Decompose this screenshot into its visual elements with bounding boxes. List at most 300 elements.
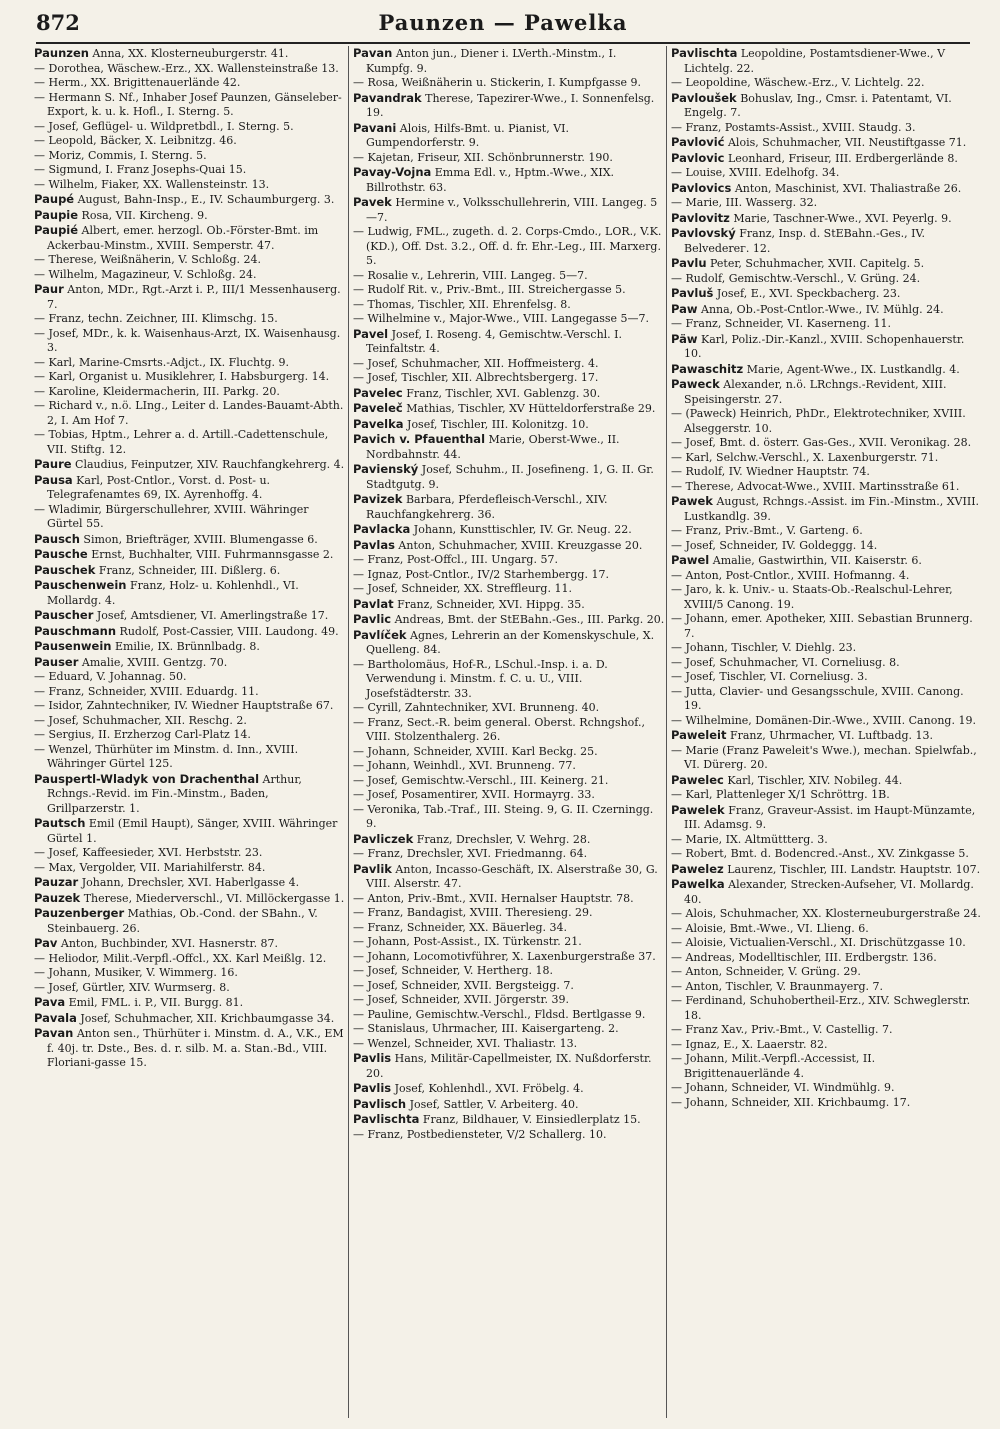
entry-surname: Pavay-Vojna [353, 165, 432, 179]
entry-text: — Johann, Weinhdl., XVI. Brunneng. 77. [353, 759, 576, 772]
entry-surname: Pavlisch [353, 1096, 407, 1111]
entry-surname: Pawelez [671, 861, 724, 876]
entry-text: — Josef, Schneider, XVII. Bergsteigg. 7. [353, 978, 574, 992]
directory-entry [671, 166, 983, 181]
entry-text: — Johann, Schneider, XII. Krichbaumg. 17. [671, 1095, 911, 1109]
directory-entry [353, 46, 665, 76]
directory-entry [671, 936, 983, 951]
entry-surname: Paw [671, 301, 698, 316]
entry-text: Franz, Schneider, III. Dißlerg. 6. [95, 563, 281, 577]
directory-entry [34, 952, 346, 967]
entry-text: — Karl, Selchw.-Verschl., X. Laxenburgerstr. 71. [671, 450, 939, 464]
directory-entry [353, 1097, 665, 1113]
entry-text: — Josef, MDr., k. k. Waisenhaus-Arzt, IX. Waisenhausg. 3. [34, 326, 341, 354]
entry-text: — Marie, III. Wasserg. 32. [671, 196, 818, 209]
entry-surname: Pavluš [671, 286, 714, 300]
directory-entry [34, 714, 346, 729]
directory-entry [671, 211, 983, 227]
entry-surname: Pavizek [353, 492, 403, 506]
directory-entry [353, 628, 665, 658]
directory-entry [353, 847, 665, 862]
entry-text: — Johann, emer. Apotheker, XIII. Sebastian Brunnerg. 7. [671, 612, 973, 640]
directory-entry [34, 532, 346, 548]
directory-entry [353, 1051, 665, 1081]
directory-entry [671, 317, 983, 332]
directory-entry [353, 1022, 665, 1037]
entry-text: — (Paweck) Heinrich, PhDr., Elektrotechniker, XVIII. Alseggerstr. 10. [671, 407, 966, 435]
entry-surname: Pauzek [34, 890, 81, 905]
entry-text: — Wilhelmine, Domänen-Dir.-Wwe., XVIII. Canong. 19. [671, 713, 976, 727]
entry-text: Emil (Emil Haupt), Sänger, XVIII. Währinger Gürtel 1. [47, 817, 338, 845]
page-header [36, 10, 970, 38]
entry-text: — Karl, Marine-Cmsrts.-Adjct., IX. Fluchtg. 9. [34, 355, 290, 369]
entry-text: — Hermann S. Nf., Inhaber Josef Paunzen, Gänseleber-Export, k. u. k. Hofl., I. Sterng. 5. [34, 90, 342, 118]
entry-text: Josef, Amtsdiener, VI. Amerlingstraße 17. [93, 609, 329, 622]
directory-entry [671, 994, 983, 1023]
directory-entry [671, 135, 983, 151]
entry-surname: Pawelec [671, 772, 724, 787]
entry-text: — Wladimir, Bürgerschullehrer, XVIII. Währinger Gürtel 55. [34, 502, 309, 530]
entry-surname: Pavala [34, 1010, 77, 1025]
entry-text: — Josef, Schuhmacher, XII. Reschg. 2. [34, 713, 247, 727]
entry-surname: Pauschmann [34, 623, 117, 638]
directory-entry [671, 714, 983, 729]
directory-entry [671, 362, 983, 378]
directory-entry [353, 371, 665, 386]
entry-text: Franz, Holz- u. Kohlenhdl., VI. Mollardg. 4. [47, 579, 299, 607]
entry-text: Franz, Uhrmacher, VI. Luftbadg. 13. [726, 729, 934, 742]
directory-entry [671, 302, 983, 318]
entry-text: — Franz Xav., Priv.-Bmt., V. Castellig. 7. [671, 1023, 893, 1036]
entry-text: Albert, emer. herzogl. Ob.-Förster-Bmt. im Ackerbau-Minstm., XVIII. Semperstr. 47. [47, 224, 319, 252]
entry-text: — Anton, Priv.-Bmt., XVII. Hernalser Hauptstr. 78. [353, 891, 634, 905]
entry-text: — Karoline, Kleidermacherin, III. Parkg. 20. [34, 384, 280, 398]
directory-entry [34, 62, 346, 77]
entry-text: — Anton, Post-Cntlor., XVIII. Hofmanng. 4. [671, 568, 910, 582]
directory-entry [671, 583, 983, 612]
directory-entry [671, 1081, 983, 1096]
directory-entry [671, 1052, 983, 1081]
column-1 [34, 46, 346, 1418]
directory-entry [353, 597, 665, 613]
entry-text: Anton, Incasso-Geschäft, IX. Alserstraße 30, G. VIII. Alserstr. 47. [366, 862, 658, 890]
entry-text: Anna, Ob.-Post-Cntlor.-Wwe., IV. Mühlg. 24. [697, 302, 944, 316]
directory-entry [671, 46, 983, 76]
entry-surname: Pavlischta [353, 1112, 420, 1126]
entry-text: — Franz, Postbediensteter, V/2 Schallerg. 10. [353, 1127, 607, 1141]
entry-text: — Karl, Plattenleger X/1 Schröttrg. 1B. [671, 788, 890, 801]
entry-text: — Pauline, Gemischtw.-Verschl., Fldsd. Bertlgasse 9. [353, 1007, 646, 1021]
directory-entry [34, 149, 346, 164]
entry-text: Emilie, IX. Brünnlbadg. 8. [111, 640, 260, 653]
entry-text: Leopoldine, Postamtsdiener-Wwe., V Lichtelg. 22. [684, 47, 946, 75]
entry-text: — Josef, Gürtler, XIV. Wurmserg. 8. [34, 980, 230, 994]
directory-entry [671, 465, 983, 480]
entry-text: — Sigmund, I. Franz Josephs-Quai 15. [34, 163, 247, 176]
entry-text: Emil, FML. i. P., VII. Burgg. 81. [65, 996, 244, 1009]
entry-text: Amalie, Gastwirthin, VII. Kaiserstr. 6. [709, 554, 922, 567]
entry-surname: Pavlović [671, 135, 725, 149]
directory-entry [671, 436, 983, 451]
entry-text: August, Rchngs.-Assist. im Fin.-Minstm., XVIII. Lustkandlg. 39. [684, 495, 980, 523]
directory-entry [34, 178, 346, 193]
entry-text: Karl, Post-Cntlor., Vorst. d. Post- u. Telegrafenamtes 69, IX. Ayrenhoffg. 4. [47, 473, 271, 501]
directory-entry [34, 192, 346, 208]
entry-text: Mathias, Ob.-Cond. der SBahn., V. Steinbauerg. 26. [47, 907, 318, 935]
entry-text: — Leopoldine, Wäschew.-Erz., V. Lichtelg. 22. [671, 76, 925, 89]
entry-text: — Richard v., n.ö. LIng., Leiter d. Landes-Bauamt-Abth. 2, I. Am Hof 7. [34, 399, 344, 427]
directory-entry [671, 847, 983, 862]
entry-text: — Ignaz, E., X. Laaerstr. 82. [671, 1037, 828, 1051]
entry-surname: Pauser [34, 654, 79, 669]
directory-entry [671, 728, 983, 744]
entry-surname: Pavelka [353, 416, 404, 431]
directory-entry [353, 612, 665, 628]
entry-text: — Andreas, Modelltischler, III. Erdbergstr. 136. [671, 950, 937, 964]
entry-text: — Leopold, Bäcker, X. Leibnitzg. 46. [34, 134, 237, 147]
directory-entry [34, 772, 346, 817]
directory-entry [353, 658, 665, 702]
directory-entry [671, 907, 983, 922]
directory-entry [34, 1011, 346, 1027]
entry-text: — Karl, Organist u. Musiklehrer, I. Habsburgerg. 14. [34, 370, 330, 383]
entry-text: Marie, Taschner-Wwe., XVI. Peyerlg. 9. [729, 211, 952, 225]
directory-entry [353, 298, 665, 313]
entry-text: Marie, Agent-Wwe., IX. Lustkandlg. 4. [743, 362, 960, 376]
directory-entry [34, 624, 346, 640]
directory-entry [34, 995, 346, 1011]
entry-text: Anna, XX. Klosterneuburgerstr. 41. [88, 47, 289, 60]
directory-entry [34, 861, 346, 876]
entry-surname: Paunzen [34, 46, 89, 60]
directory-entry [34, 891, 346, 907]
directory-entry [353, 538, 665, 554]
entry-surname: Pavlovic [671, 150, 725, 165]
entry-text: — Anton, Tischler, V. Braunmayerg. 7. [671, 979, 884, 993]
entry-text: — Stanislaus, Uhrmacher, III. Kaisergarteng. 2. [353, 1022, 619, 1035]
directory-entry [34, 936, 346, 952]
entry-text: — Jutta, Clavier- und Gesangsschule, XVIII. Canong. 19. [671, 684, 964, 712]
entry-text: — Aloisie, Victualien-Verschl., XI. Drischützgasse 10. [671, 936, 966, 949]
entry-text: Josef, I. Roseng. 4, Gemischtw.-Verschl. I. Teinfaltstr. 4. [366, 327, 623, 355]
entry-text: Rudolf, Post-Cassier, VIII. Laudong. 49. [116, 624, 339, 638]
entry-surname: Paupé [34, 192, 75, 206]
directory-entry [671, 539, 983, 554]
directory-entry [353, 745, 665, 760]
entry-text: Bohuslav, Ing., Cmsr. i. Patentamt, VI. Engelg. 7. [684, 91, 952, 119]
directory-entry [671, 862, 983, 878]
entry-text: Hermine v., Volksschullehrerin, VIII. Langeg. 5—7. [366, 196, 658, 224]
entry-text: Therese, Miederverschl., VI. Millöckergasse 1. [80, 891, 345, 905]
entry-text: Anton, MDr., Rgt.-Arzt i. P., III/1 Messenhauserg. 7. [47, 283, 341, 311]
directory-entry [353, 462, 665, 492]
directory-entry [34, 385, 346, 400]
entry-surname: Pavlíček [353, 627, 407, 642]
entry-text: Josef, Kohlenhdl., XVI. Fröbelg. 4. [391, 1082, 584, 1095]
directory-entry [34, 91, 346, 120]
directory-entry [353, 701, 665, 716]
entry-text: Peter, Schuhmacher, XVII. Capitelg. 5. [706, 257, 925, 270]
directory-entry [671, 744, 983, 773]
directory-entry [353, 432, 665, 462]
directory-entry [353, 759, 665, 774]
entry-text: — Josef, Schuhmacher, VI. Corneliusg. 8. [671, 655, 900, 669]
directory-entry [34, 639, 346, 655]
directory-entry [34, 46, 346, 62]
entry-surname: Pauschek [34, 562, 96, 577]
entry-text: Anton, Maschinist, XVI. Thaliastraße 26. [731, 181, 962, 195]
directory-entry [353, 1128, 665, 1143]
column-3 [671, 46, 983, 1418]
entry-text: — Josef, Schneider, XVII. Jörgerstr. 39. [353, 993, 570, 1006]
directory-entry [671, 951, 983, 966]
directory-entry [34, 163, 346, 178]
entry-text: Karl, Tischler, XIV. Nobileg. 44. [723, 773, 903, 787]
entry-text: — Josef, Geflügel- u. Wildpretbdl., I. Sterng. 5. [34, 119, 294, 133]
entry-text: — Franz, Priv.-Bmt., V. Garteng. 6. [671, 524, 863, 537]
entry-surname: Pausche [34, 547, 88, 561]
directory-entry [34, 906, 346, 936]
entry-surname: Pavlis [353, 1051, 392, 1065]
directory-entry [353, 269, 665, 284]
entry-text: Alexander, Strecken-Aufseher, VI. Mollardg. 40. [684, 878, 974, 906]
entry-surname: Pavel [353, 326, 389, 341]
directory-entry [353, 993, 665, 1008]
directory-entry [34, 282, 346, 312]
entry-text: Ernst, Buchhalter, VIII. Fuhrmannsgasse 2. [87, 548, 334, 561]
entry-surname: Pawelek [671, 802, 725, 817]
entry-text: — Isidor, Zahntechniker, IV. Wiedner Hauptstraße 67. [34, 699, 334, 712]
entry-text: — Johann, Milit.-Verpfl.-Accessist, II. Brigittenauerlände 4. [671, 1052, 876, 1080]
directory-entry [34, 208, 346, 224]
entry-text: — Franz, techn. Zeichner, III. Klimschg. 15. [34, 312, 278, 325]
entry-surname: Pavlik [353, 861, 392, 876]
entry-text: — Herm., XX. Brigittenauerlände 42. [34, 76, 241, 89]
column-divider [666, 46, 667, 1418]
entry-surname: Paveleč [353, 401, 403, 415]
entry-surname: Pavlischta [671, 46, 738, 60]
entry-text: Claudius, Feinputzer, XIV. Rauchfangkehrerg. 4. [71, 458, 345, 471]
entry-text: — Franz, Schneider, VI. Kaserneng. 11. [671, 317, 891, 330]
entry-text: Johann, Drechsler, XVI. Haberlgasse 4. [78, 876, 300, 889]
entry-text: Josef, Schuhmacher, XII. Krichbaumgasse 34. [76, 1011, 335, 1025]
page-title: Paunzen — Pawelka [378, 10, 628, 35]
directory-entry [353, 165, 665, 195]
entry-surname: Paur [34, 282, 64, 296]
entry-text: — Johann, Schneider, XVIII. Karl Beckg. 25. [353, 744, 598, 758]
entry-surname: Paweck [671, 377, 720, 391]
entry-text: Franz, Drechsler, V. Wehrg. 28. [413, 832, 591, 846]
entry-text: Anton sen., Thürhüter i. Minstm. d. A., V.K., EM f. 40j. tr. Dste., Bes. d. r. silb. M. a. Stan.-Bd., VIII. Floriani-gasse 15. [47, 1027, 344, 1069]
directory-entry [671, 641, 983, 656]
directory-entry [34, 966, 346, 981]
directory-entry [353, 832, 665, 848]
directory-entry [353, 862, 665, 892]
entry-text: — Johann, Schneider, VI. Windmühlg. 9. [671, 1081, 895, 1094]
entry-text: Anton, Schuhmacher, XVIII. Kreuzgasse 20. [394, 538, 643, 552]
directory-entry [671, 407, 983, 436]
entry-text: Franz, Graveur-Assist. im Haupt-Münzamte, III. Adamsg. 9. [684, 803, 976, 831]
entry-text: Josef, Schuhm., II. Josefineng. 1, G. II. Gr. Stadtgutg. 9. [366, 463, 654, 491]
entry-surname: Paupie [34, 207, 79, 222]
entry-text: Emma Edl. v., Hptm.-Wwe., XIX. Billrothstr. 63. [366, 166, 615, 194]
entry-text: Marie, Oberst-Wwe., II. Nordbahnstr. 44. [366, 433, 620, 461]
entry-text: Josef, Tischler, III. Kolonitzg. 10. [403, 417, 589, 431]
directory-entry [671, 480, 983, 495]
directory-entry [671, 877, 983, 907]
directory-entry [353, 312, 665, 327]
column-divider [348, 46, 349, 1418]
directory-entry [353, 417, 665, 433]
entry-surname: Pavan [353, 46, 393, 60]
entry-text: — Moriz, Commis, I. Sterng. 5. [34, 148, 207, 162]
entry-surname: Päw [671, 331, 698, 346]
directory-entry [34, 253, 346, 268]
entry-surname: Pawel [671, 553, 710, 567]
directory-entry [671, 494, 983, 524]
entry-text: — Dorothea, Wäschew.-Erz., XX. Wallensteinstraße 13. [34, 61, 339, 75]
entry-text: — Louise, XVIII. Edelhofg. 34. [671, 166, 840, 179]
entry-text: — Josef, Tischler, VI. Corneliusg. 3. [671, 670, 868, 683]
entry-text: — Heliodor, Milit.-Verpfl.-Offcl., XX. Karl Meißlg. 12. [34, 951, 327, 965]
directory-entry [353, 195, 665, 225]
directory-entry [34, 76, 346, 91]
entry-text: Rosa, VII. Kircheng. 9. [78, 208, 208, 222]
entry-surname: Pavani [353, 120, 397, 135]
directory-entry [353, 568, 665, 583]
directory-entry [34, 503, 346, 532]
entry-text: Agnes, Lehrerin an der Komenskyschule, X. Quelleng. 84. [366, 628, 655, 656]
entry-text: Franz, Bildhauer, V. Einsiedlerplatz 15. [419, 1113, 641, 1126]
directory-entry [34, 134, 346, 149]
entry-text: — Tobias, Hptm., Lehrer a. d. Artill.-Cadettenschule, VII. Stiftg. 12. [34, 428, 329, 456]
entry-surname: Pavlacka [353, 522, 411, 536]
entry-text: — Ludwig, FML., zugeth. d. 2. Corps-Cmdo., LOR., V.K. (KD.), Off. Dst. 3.2., Off. d. fr. Ehr.-Leg., III. Marxerg. 5. [353, 225, 662, 267]
entry-text: — Veronika, Tab.-Traf., III. Steing. 9, G. II. Czerningg. 9. [353, 802, 654, 830]
entry-surname: Pavlovitz [671, 210, 730, 225]
entry-surname: Pavlic [353, 612, 392, 626]
entry-surname: Pavienský [353, 462, 419, 476]
entry-text: Laurenz, Tischler, III. Landstr. Hauptstr. 107. [723, 862, 981, 876]
directory-entry [34, 312, 346, 327]
entry-surname: Pav [34, 936, 58, 950]
entry-text: — Kajetan, Friseur, XII. Schönbrunnerstr. 190. [353, 150, 613, 164]
entry-text: — Jaro, k. k. Univ.- u. Staats-Ob.-Realschul-Lehrer, XVIII/5 Canong. 19. [671, 583, 953, 611]
directory-entry [671, 656, 983, 671]
directory-entry [34, 356, 346, 371]
directory-entry [353, 151, 665, 166]
directory-entry [671, 151, 983, 167]
directory-entry [353, 774, 665, 789]
directory-entry [671, 788, 983, 803]
directory-entry [34, 578, 346, 608]
directory-entry [34, 655, 346, 671]
directory-entry [671, 803, 983, 833]
entry-text: — Josef, Schuhmacher, XII. Hoffmeisterg. 4. [353, 356, 599, 370]
entry-surname: Pavlovský [671, 226, 736, 240]
entry-surname: Pavlat [353, 596, 394, 611]
directory-entry [353, 91, 665, 121]
directory-entry [353, 788, 665, 803]
directory-entry [353, 803, 665, 832]
entry-text: Karl, Poliz.-Dir.-Kanzl., XVIII. Schopenhauerstr. 10. [684, 332, 965, 360]
directory-entry [353, 1112, 665, 1128]
entry-text: — Johann, Post-Assist., IX. Türkenstr. 21. [353, 935, 582, 948]
entry-surname: Pausa [34, 472, 73, 487]
directory-entry [34, 370, 346, 385]
directory-entry [671, 1096, 983, 1111]
entry-text: Franz, Insp. d. StEBahn.-Ges., IV. Belvederег. 12. [684, 227, 925, 255]
directory-entry [353, 492, 665, 522]
directory-entry [34, 608, 346, 624]
entry-text: — Sergius, II. Erzherzog Carl-Platz 14. [34, 728, 251, 741]
entry-text: — Robert, Bmt. d. Bodencred.-Anst., XV. Zinkgasse 5. [671, 847, 969, 860]
directory-entry [34, 699, 346, 714]
entry-text: Alois, Hilfs-Bmt. u. Pianist, VI. Gumpendorferstr. 9. [366, 121, 569, 149]
entry-text: — Josef, Schneider, V. Hertherg. 18. [353, 964, 554, 977]
entry-surname: Pava [34, 995, 66, 1009]
entry-surname: Pavliczek [353, 831, 414, 846]
directory-entry [353, 327, 665, 357]
directory-entry [671, 226, 983, 256]
entry-text: — Max, Vergolder, VII. Mariahilferstr. 84. [34, 860, 266, 874]
entry-text: — Therese, Weißnäherin, V. Schloßg. 24. [34, 253, 262, 266]
entry-surname: Pavlis [353, 1081, 392, 1095]
directory-entry [671, 121, 983, 136]
directory-entry [671, 451, 983, 466]
directory-entry [671, 670, 983, 685]
entry-text: Amalie, XVIII. Gentzg. 70. [78, 655, 228, 669]
entry-text: — Bartholomäus, Hof-R., LSchul.-Insp. i. a. D. Verwendung i. Minstm. f. C. u. U., VIII. Josefstädterstr. 33. [353, 657, 608, 700]
entry-surname: Paweleit [671, 728, 727, 742]
directory-entry [671, 286, 983, 302]
directory-entry [671, 569, 983, 584]
entry-surname: Pavan [34, 1026, 74, 1040]
entry-surname: Pavek [353, 195, 392, 209]
entry-surname: Pawek [671, 494, 713, 508]
entry-text: Franz, Tischler, XVI. Gablenzg. 30. [402, 386, 601, 400]
directory-entry [34, 670, 346, 685]
directory-entry [671, 685, 983, 714]
entry-text: — Wenzel, Thürhüter im Minstm. d. Inn., XVIII. Währinger Gürtel 125. [34, 742, 299, 770]
entry-text: Anton jun., Diener i. LVerth.-Minstm., I. Kumpfg. 9. [366, 47, 617, 75]
entry-surname: Pauzar [34, 875, 79, 889]
entry-text: Johann, Kunsttischler, IV. Gr. Neug. 22. [410, 523, 632, 536]
header-rule [36, 42, 970, 44]
entry-text: — Ignaz, Post-Cntlor., IV/2 Starhembergg. 17. [353, 567, 609, 581]
entry-text: Alois, Schuhmacher, VII. Neustiftgasse 71. [724, 136, 967, 149]
entry-text: — Josef, Schneider, XX. Streffleurg. 11. [353, 582, 572, 595]
entry-text: — Aloisie, Bmt.-Wwe., VI. Llieng. 6. [671, 921, 869, 935]
entry-text: — Johann, Musiker, V. Wimmerg. 16. [34, 966, 238, 979]
entry-text: — Marie, IX. Altmüttterg. 3. [671, 832, 828, 846]
entry-text: Andreas, Bmt. der StEBahn.-Ges., III. Parkg. 20. [391, 613, 665, 626]
entry-surname: Pawaschitz [671, 361, 744, 376]
directory-entry [353, 582, 665, 597]
directory-entry [671, 181, 983, 197]
directory-entry [671, 1038, 983, 1053]
entry-surname: Pavlas [353, 537, 395, 552]
directory-entry [353, 906, 665, 921]
directory-entry [671, 332, 983, 362]
directory-entry [353, 553, 665, 568]
entry-surname: Pavloušek [671, 90, 737, 105]
directory-entry [353, 979, 665, 994]
directory-entry [671, 76, 983, 91]
entry-surname: Pauscher [34, 608, 94, 622]
directory-entry [34, 875, 346, 891]
entry-text: — Franz, Schneider, XVIII. Eduardg. 11. [34, 684, 259, 698]
